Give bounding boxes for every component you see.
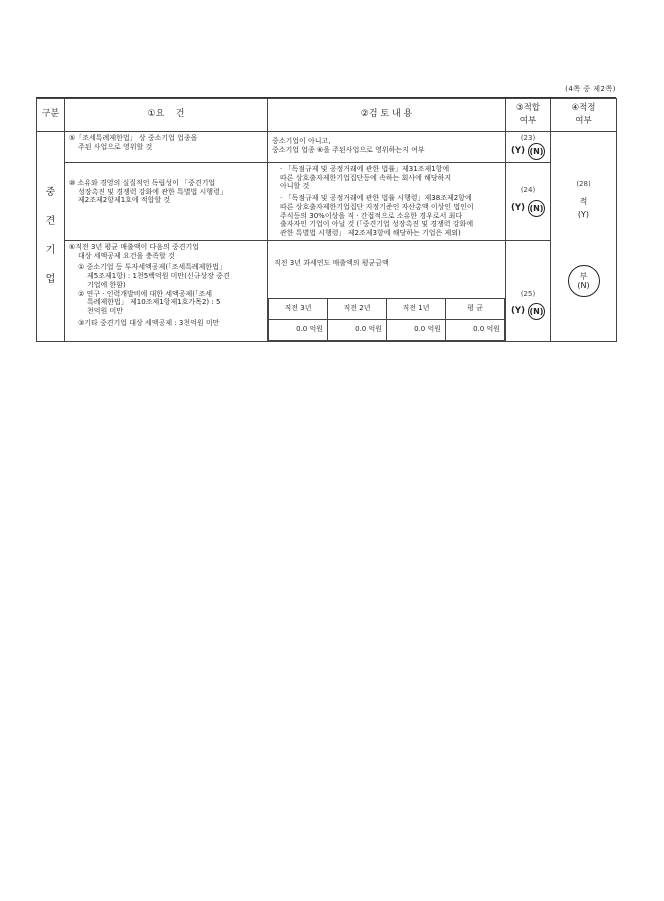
requirement-line: ⑥직전 3년 평균 매출액이 다음의 중견기업 <box>69 242 200 251</box>
requirement-line: ③기타 중견기업 대상 세액공제 : 3천억원 미만 <box>78 318 220 327</box>
fit-code: (23) <box>520 134 536 142</box>
requirement-line: 대상 세액공제 요건을 충족할 것 <box>78 251 175 260</box>
requirement-line: 천억원 미만 <box>87 307 124 315</box>
sales-table <box>268 298 505 341</box>
requirement-line: 주된 사업으로 영위할 것 <box>78 142 153 151</box>
header-review: ②검 토 내 용 <box>268 99 506 132</box>
review-line: · 「독점규제 및 공정거래에 관한 법률」제31조제1항에 <box>280 164 450 173</box>
review-line: 관한 특별법 시행령」 제2조제3항에 해당하는 기업은 제외) <box>280 229 461 237</box>
sales-amount: 0.0 억원 <box>446 319 505 340</box>
fit-yes: (Y) <box>511 202 525 213</box>
fit-yes: (Y) <box>511 305 525 316</box>
table-row <box>37 132 617 163</box>
final-appropriate-code: (Y) <box>577 209 590 219</box>
requirement-cell <box>65 162 268 240</box>
category-char: 중 <box>45 187 56 199</box>
sales-amount-row <box>269 319 505 340</box>
review-title: 직전 3년 과세연도 매출액의 평균금액 <box>274 258 389 267</box>
final-inappropriate-circled <box>568 265 600 297</box>
requirement-line: ② 연구 · 인력개발비에 대한 세액공제(「조세 <box>78 289 213 298</box>
fit-yes: (Y) <box>511 145 525 156</box>
header-gubun: 구분 <box>37 99 65 132</box>
review-line: 주식등의 30%이상을 직 · 간접적으로 소유한 경우로서 최다 <box>280 211 463 220</box>
sales-year-header: 직전 1년 <box>387 298 446 319</box>
requirement-line: 제2조제2항제1호에 적합할 것 <box>78 196 171 205</box>
sales-amount: 0.0 억원 <box>387 319 446 340</box>
table-row <box>37 240 617 341</box>
review-line: 따른 상호출자제한기업집단등에 속하는 회사에 해당하지 <box>280 173 452 182</box>
requirement-line: 기업에 한함) <box>87 280 126 289</box>
requirement-line: ⑤「조세특례제한법」 상 중소기업 업종을 <box>69 134 198 142</box>
category-cell <box>37 132 65 342</box>
review-line: 중소기업 업종 ⑥을 주된사업으로 영위하는지 여부 <box>272 145 425 154</box>
header-fit-line1: ③적합 <box>515 103 541 114</box>
header-final <box>551 99 617 132</box>
category-char: 업 <box>45 274 56 286</box>
review-cell <box>268 240 506 341</box>
page-number: (4쪽 중 제2쪽) <box>565 85 616 93</box>
review-line: 따른 상호출자제한기업집단 지정기준인 자산총액 이상인 법인이 <box>280 202 474 211</box>
requirement-cell <box>65 240 268 341</box>
final-cell <box>551 132 617 342</box>
requirement-line: ⑩ 소유와 경영의 실질적인 독립성이 「중견기업 <box>69 178 216 187</box>
header-requirement: ①요 건 <box>65 99 268 132</box>
sales-amount: 0.0 억원 <box>269 319 328 340</box>
review-line: 출자자인 기업이 아닐 것 (「중견기업 성장촉진 및 경쟁력 강화에 <box>280 220 474 229</box>
fit-code: (24) <box>520 185 536 194</box>
requirement-line: 성장촉진 및 경쟁력 강화에 관한 특별법 시행령」 <box>78 187 227 196</box>
fit-cell <box>506 162 551 240</box>
header-fit-line2: 여부 <box>519 116 537 126</box>
header-fit <box>506 99 551 132</box>
sales-header-row <box>269 298 505 319</box>
requirement-cell <box>65 132 268 163</box>
review-line: 중소기업이 아니고, <box>272 137 331 145</box>
fit-code: (25) <box>520 289 536 298</box>
review-cell <box>268 162 506 240</box>
table-row <box>37 162 617 240</box>
requirement-line: 제5조제1항) : 1천5백억원 미만(신규상장 중견 <box>87 272 230 280</box>
fit-no-circled: (N) <box>528 303 545 320</box>
header-final-line1: ④적정 <box>571 103 596 114</box>
fit-cell <box>506 240 551 341</box>
requirement-line: 특례제한법」 제10조제1항제1호가목2) : 5 <box>87 298 221 307</box>
sales-year-header: 평 균 <box>446 298 505 319</box>
final-appropriate: 적 <box>579 197 588 207</box>
category-char: 기 <box>45 245 56 257</box>
sales-amount: 0.0 억원 <box>328 319 387 340</box>
header-row <box>37 99 617 132</box>
final-code: (28) <box>576 179 591 188</box>
sales-year-header: 직전 2년 <box>328 298 387 319</box>
review-line: · 「독점규제 및 공정거래에 관한 법률 시행령」제38조제2항에 <box>280 194 472 202</box>
requirement-line: ① 중소기업 등 투자세액공제(「조세특례제한법」 <box>78 263 226 272</box>
review-cell <box>268 132 506 163</box>
sales-year-header: 직전 3년 <box>269 298 328 319</box>
fit-cell <box>506 132 551 163</box>
final-inappropriate-code: (N) <box>577 281 590 291</box>
category-char: 견 <box>45 216 56 228</box>
fit-no-circled: (N) <box>528 200 545 217</box>
review-line: 아니할 것 <box>280 182 310 191</box>
final-inappropriate: 부 <box>579 271 588 281</box>
review-table <box>36 98 617 342</box>
header-final-line2: 여부 <box>575 116 592 126</box>
fit-no-circled: (N) <box>528 143 545 160</box>
